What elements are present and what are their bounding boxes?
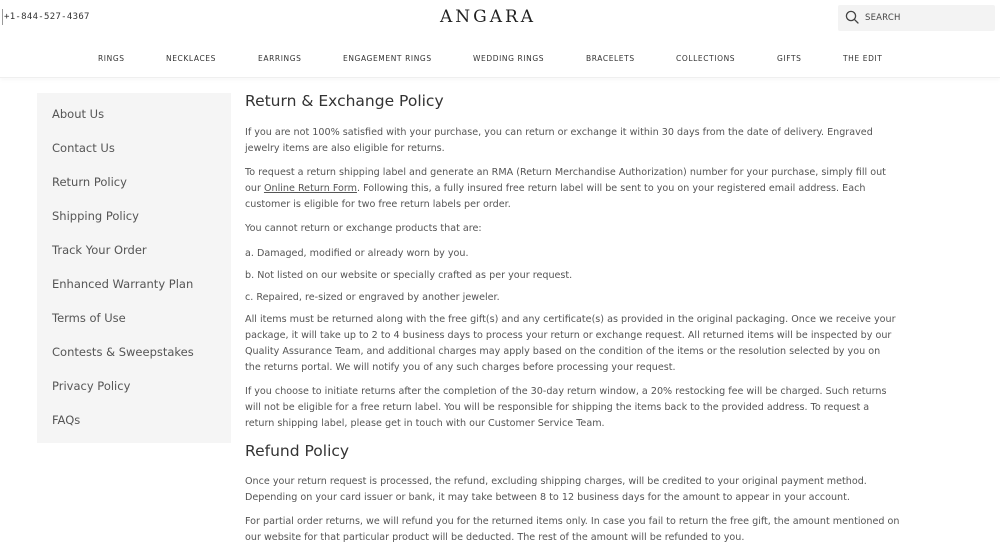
- nav-item-rings[interactable]: RINGS: [98, 54, 125, 63]
- text-line: a. Damaged, modified or already worn by you.: [245, 248, 469, 259]
- nav-item-necklaces[interactable]: NECKLACES: [166, 54, 216, 63]
- search-input[interactable]: [865, 10, 990, 26]
- text-line: Once your return request is processed, the refund, excluding shipping charges, will be credited to your original payment method.: [245, 476, 867, 487]
- text-line: Depending on your card issuer or bank, it may take between 8 to 12 business days for the amount to appear in your account.: [245, 492, 850, 503]
- policy-paragraph: [245, 474, 945, 506]
- policy-paragraph: [245, 514, 945, 546]
- nav-item-the-edit[interactable]: THE EDIT: [843, 54, 883, 63]
- text-line: our website for that particular product will be deducted. The rest of the amount will be refunded to you.: [245, 532, 745, 543]
- text-line: Quality Assurance Team, and additional charges may apply based on the condition of the items or the resolution selected by you on: [245, 346, 881, 357]
- phone-number[interactable]: +1-844-527-4367: [4, 12, 90, 22]
- text-line: For partial order returns, we will refund you for the returned items only. In case you fail to return the free gift, the amount mentioned on: [245, 516, 900, 527]
- sidebar-item-track-your-order[interactable]: Track Your Order: [52, 243, 147, 257]
- sidebar-item-contests-sweepstakes[interactable]: Contests & Sweepstakes: [52, 345, 194, 359]
- nav-item-collections[interactable]: COLLECTIONS: [676, 54, 736, 63]
- search-box[interactable]: [838, 5, 995, 31]
- policy-paragraph: [245, 165, 945, 213]
- text-line: will not be eligible for a free return label. You will be responsible for shipping the items back to the provided address. To request a: [245, 402, 870, 413]
- nav-item-wedding-rings[interactable]: WEDDING RINGS: [473, 54, 545, 63]
- policy-list-item: [245, 246, 945, 262]
- sidebar-item-faqs[interactable]: FAQs: [52, 413, 81, 427]
- text-line: b. Not listed on our website or specially crafted as per your request.: [245, 270, 573, 281]
- text-line: You cannot return or exchange products that are:: [245, 223, 482, 234]
- sidebar-item-privacy-policy[interactable]: Privacy Policy: [52, 379, 131, 393]
- text-line: package, it will take up to 2 to 4 business days to process your return or exchange request. All returned items will be inspected by our: [245, 330, 892, 341]
- nav-item-bracelets[interactable]: BRACELETS: [586, 54, 635, 63]
- sidebar-item-terms-of-use[interactable]: Terms of Use: [52, 311, 126, 325]
- policy-paragraph: [245, 125, 945, 157]
- text-line: jewelry items are also eligible for returns.: [245, 143, 445, 154]
- sidebar-item-contact-us[interactable]: Contact Us: [52, 141, 115, 155]
- brand-logo[interactable]: ANGARA: [440, 7, 537, 27]
- text-line: To request a return shipping label and generate an RMA (Return Merchandise Authorization) number for your purchase, simply fill out: [245, 167, 886, 178]
- sidebar-item-enhanced-warranty-plan[interactable]: Enhanced Warranty Plan: [52, 277, 194, 291]
- text-line: If you choose to initiate returns after the completion of the 30-day return window, a 20% restocking fee will be charged. Such returns: [245, 386, 887, 397]
- online-return-form-link[interactable]: Online Return Form: [263, 183, 357, 194]
- text-line: If you are not 100% satisfied with your purchase, you can return or exchange it within 30 days from the date of delivery. Engraved: [245, 127, 873, 138]
- nav-item-earrings[interactable]: EARRINGS: [258, 54, 302, 63]
- text-fragment: our: [245, 183, 264, 194]
- text-line: customer is eligible for two free return labels per order.: [245, 199, 511, 210]
- top-header: [0, 0, 1000, 78]
- refund-policy-heading: Refund Policy: [245, 442, 350, 460]
- sidebar-item-return-policy[interactable]: Return Policy: [52, 175, 127, 189]
- text-line: the returns portal. We will notify you of any such charges before processing your request.: [245, 362, 676, 373]
- nav-item-engagement-rings[interactable]: ENGAGEMENT RINGS: [343, 54, 432, 63]
- policy-paragraph: [245, 221, 945, 237]
- phone-divider: [2, 9, 3, 25]
- policy-paragraph: [245, 384, 945, 432]
- main-nav: [0, 54, 1000, 66]
- search-icon: [845, 10, 859, 24]
- text-line: c. Repaired, re-sized or engraved by another jeweler.: [245, 292, 500, 303]
- page-title: Return & Exchange Policy: [245, 92, 444, 110]
- text-line: return shipping label, please get in touch with our Customer Service Team.: [245, 418, 605, 429]
- sidebar-item-shipping-policy[interactable]: Shipping Policy: [52, 209, 139, 223]
- nav-item-gifts[interactable]: GIFTS: [777, 54, 802, 63]
- text-line: [245, 181, 945, 197]
- text-line: All items must be returned along with the free gift(s) and any certificate(s) as provided in the original packaging. Once we receive your: [245, 314, 896, 325]
- policy-paragraph: [245, 312, 945, 376]
- sidebar-item-about-us[interactable]: About Us: [52, 107, 105, 121]
- policy-list-item: [245, 268, 945, 284]
- text-fragment: . Following this, a fully insured free return label will be sent to you on your registered email address. Each: [357, 183, 866, 194]
- sidebar: [37, 93, 231, 443]
- policy-list-item: [245, 290, 945, 306]
